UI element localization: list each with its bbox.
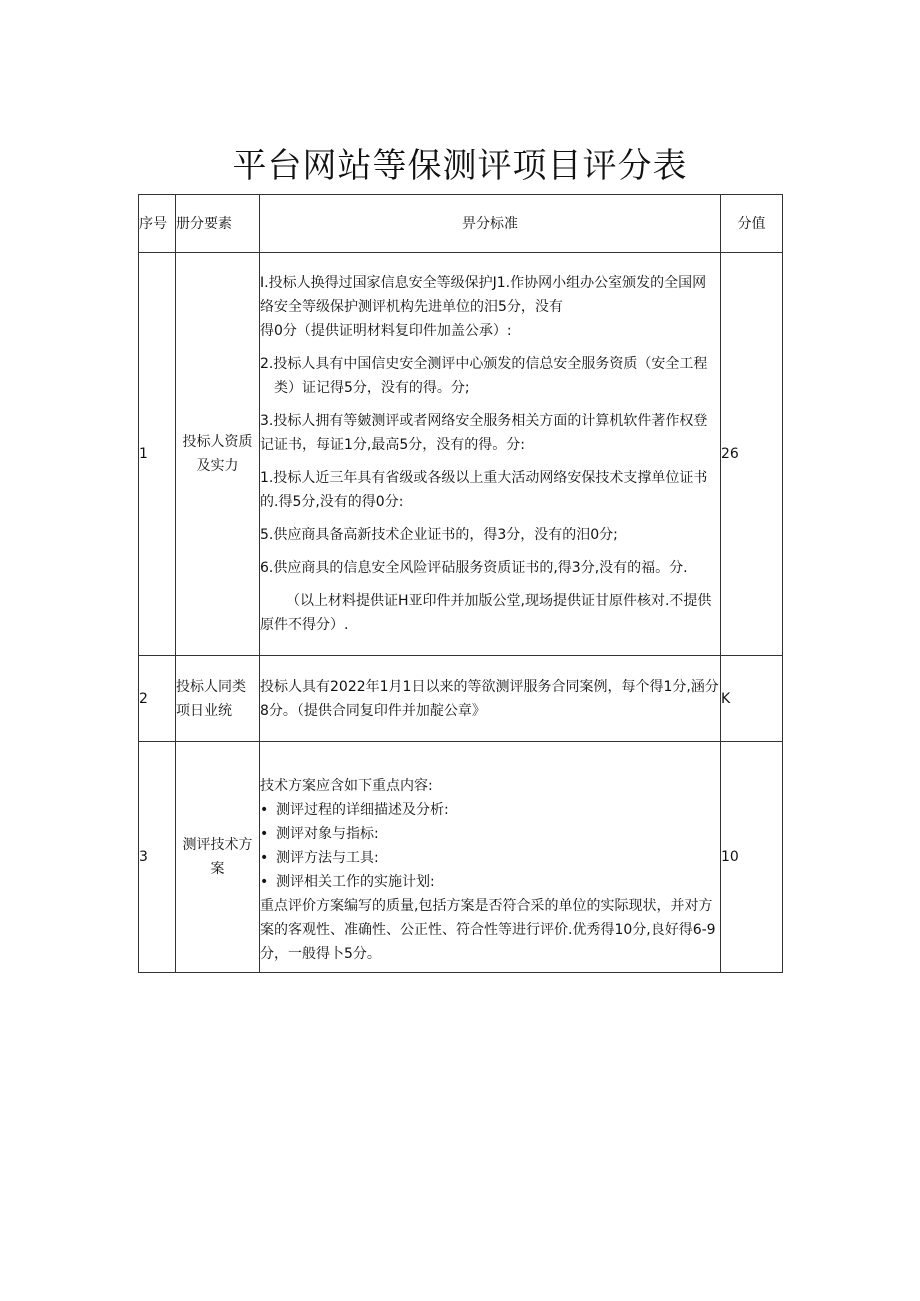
criterion-item: 投标人具有2022年1月1日以来的等欲测评服务合同案例，每个得1分,涵分8分。（提供合同复印件并加靛公章》: [260, 678, 719, 719]
criterion-item: 2.投标人具有中国信史安全测评中心颁发的信总安全服务资质（安全工程类）证记得5分，没有的得。分;: [260, 356, 708, 396]
scoring-table: [138, 194, 783, 973]
list-item-text: 测评过程的详细描述及分析:: [276, 801, 449, 818]
criterion-item: I.投标人换得过国家信息安全等级保护J1.作协网小组办公室颁发的全国网络安全等级保护测评机构先进单位的汨5分，没有: [260, 275, 707, 315]
list-item: [260, 846, 720, 870]
table-row: [139, 656, 783, 742]
table-row: [139, 253, 783, 656]
row-element: 测评技术方案: [176, 742, 260, 973]
row-element: 投标人同类项日业统: [176, 656, 260, 742]
row-score: 10: [721, 742, 783, 973]
row-standard: [260, 656, 721, 742]
list-item: [260, 822, 720, 846]
row-standard: [260, 742, 721, 973]
row-standard: [260, 253, 721, 656]
criterion-bullet-list: [260, 798, 720, 894]
row-score: K: [721, 656, 783, 742]
bullet-icon: •: [260, 849, 269, 866]
row-no: 2: [139, 656, 176, 742]
list-item: [260, 798, 720, 822]
header-standard: 畀分标准: [260, 195, 721, 253]
table-row: [139, 742, 783, 973]
row-element: 投标人资质及实力: [176, 253, 260, 656]
row-score: 26: [721, 253, 783, 656]
criterion-outro: 重点评价方案编写的质量,包括方案是否符合采的单位的实际现状，并对方案的客观性、准确性、公正性、符合性等进行评价.优秀得10分,良好得6-9分，一般得卜5分。: [260, 897, 716, 962]
list-item-text: 测评相关工作的实施计划:: [276, 873, 435, 890]
list-item-text: 测评对象与指标:: [276, 825, 379, 842]
list-item-text: 测评方法与工具:: [276, 849, 379, 866]
header-score: 分值: [721, 195, 783, 253]
header-element: 册分要素: [176, 195, 260, 253]
bullet-icon: •: [260, 873, 269, 890]
bullet-icon: •: [260, 801, 269, 818]
criterion-item: 得0分（提供证明材料复印件加盖公承）:: [260, 323, 512, 339]
row-no: 1: [139, 253, 176, 656]
criterion-item: 3.投标人拥有等皴测评或者网络安全服务相关方面的计算机软件著作权登记证书，每证1分,最高5分，没有的得。分:: [260, 413, 708, 453]
criterion-item: 5.供应商具备高新技术企业证书的，得3分，没有的汨0分;: [260, 527, 618, 543]
criterion-intro: 技术方案应含如下重点内容:: [260, 777, 433, 794]
header-no: 序号: [139, 195, 176, 253]
criterion-item: 1.投标人近三年具有省级或各级以上重大活动网络安保技术支撑单位证书的.得5分,没有的得0分:: [260, 470, 708, 510]
bullet-icon: •: [260, 825, 269, 842]
criterion-item: 6.供应商具的信息安全风险评砧服务资质证书的,得3分,没有的福。分.: [260, 560, 688, 576]
list-item: [260, 870, 720, 894]
table-header-row: [139, 195, 783, 253]
criterion-note: （以上材料提供证H亚印件并加版公堂,现场提供证甘原件核对.不提供原件不得分）.: [260, 593, 712, 633]
page-title: 平台网站等保测评项目评分表: [232, 146, 688, 186]
row-no: 3: [139, 742, 176, 973]
